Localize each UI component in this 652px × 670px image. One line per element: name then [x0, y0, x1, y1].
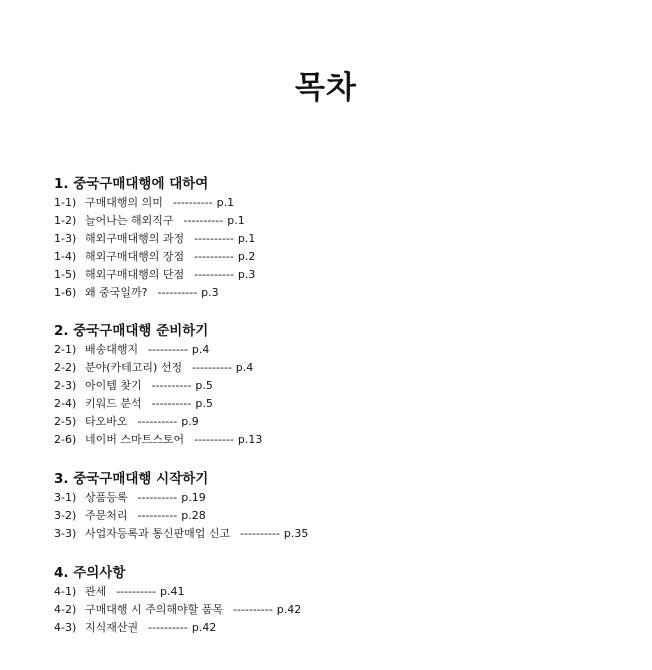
entry-text: 구매대행의 의미 [85, 196, 163, 209]
entry-leader: ---------- [233, 603, 273, 616]
entry-number: 4-1) [54, 585, 77, 598]
toc-entry [54, 619, 614, 637]
entry-leader: ---------- [157, 286, 198, 299]
entry-page: p.35 [283, 527, 309, 540]
entry-page: p.28 [181, 509, 206, 522]
entry-number: 2-4) [54, 397, 77, 410]
entry-leader: ---------- [148, 621, 188, 634]
entry-leader: ---------- [240, 527, 280, 540]
entry-leader: ---------- [116, 585, 156, 598]
entry-leader: ---------- [194, 232, 234, 245]
entry-number: 1-5) [54, 268, 77, 281]
entry-page: p.42 [276, 603, 302, 616]
entry-page: p.1 [216, 196, 235, 209]
entry-text: 키워드 분석 [85, 397, 142, 410]
toc-entry [54, 194, 614, 212]
entry-text: 배송대행지 [85, 343, 139, 356]
entry-text: 구매대행 시 주의해야할 품목 [85, 603, 224, 616]
entry-leader: ---------- [172, 196, 213, 209]
entry-number: 3-3) [54, 527, 77, 540]
section-heading: 1. 중국구매대행에 대하여 [54, 176, 209, 192]
entry-number: 1-1) [54, 196, 77, 209]
toc-entry [54, 583, 614, 601]
entry-leader: ---------- [148, 343, 188, 356]
entry-text: 늘어나는 해외직구 [85, 214, 174, 227]
toc-entry [54, 377, 614, 395]
entry-leader: ---------- [137, 415, 178, 428]
entry-number: 2-2) [54, 361, 77, 374]
entry-leader: ---------- [194, 268, 234, 281]
toc-entry [54, 230, 614, 248]
entry-page: p.19 [181, 491, 206, 504]
entry-text: 아이템 찾기 [85, 379, 142, 392]
entry-page: p.13 [237, 433, 263, 446]
entry-page: p.2 [237, 250, 256, 263]
entry-number: 1-4) [54, 250, 77, 263]
toc-entry [54, 341, 614, 359]
page-title: 목차 [295, 70, 357, 106]
entry-page: p.4 [235, 361, 254, 374]
entry-page: p.5 [195, 379, 213, 392]
toc-entry [54, 212, 614, 230]
entry-page: p.4 [191, 343, 210, 356]
entry-page: p.1 [227, 214, 245, 227]
toc-entry [54, 284, 614, 302]
entry-page: p.1 [237, 232, 256, 245]
entry-leader: ---------- [183, 214, 224, 227]
entry-text: 네이버 스마트스토어 [85, 433, 185, 446]
entry-number: 2-3) [54, 379, 77, 392]
toc-entry [54, 489, 614, 507]
entry-text: 타오바오 [85, 415, 128, 428]
entry-number: 1-2) [54, 214, 77, 227]
entry-text: 해외구매대행의 단점 [85, 268, 185, 281]
toc-section-1 [54, 175, 614, 302]
section-heading: 3. 중국구매대행 시작하기 [54, 471, 209, 487]
entry-page: p.3 [237, 268, 256, 281]
entry-text: 상품등록 [85, 491, 128, 504]
entry-number: 1-6) [54, 286, 77, 299]
entry-number: 4-2) [54, 603, 77, 616]
entry-text: 지식재산권 [85, 621, 139, 634]
toc-entry [54, 525, 614, 543]
toc-entry [54, 507, 614, 525]
entry-leader: ---------- [137, 491, 178, 504]
entry-number: 3-2) [54, 509, 77, 522]
entry-text: 왜 중국일까? [85, 286, 148, 299]
section-heading: 2. 중국구매대행 준비하기 [54, 323, 209, 339]
entry-text: 해외구매대행의 과정 [85, 232, 185, 245]
entry-number: 3-1) [54, 491, 77, 504]
toc-entry [54, 359, 614, 377]
entry-text: 분야(카테고리) 선정 [85, 361, 183, 374]
entry-number: 2-5) [54, 415, 77, 428]
entry-leader: ---------- [151, 397, 192, 410]
toc-entry [54, 601, 614, 619]
entry-text: 사업자등록과 통신판매업 신고 [85, 527, 231, 540]
entry-page: p.5 [195, 397, 213, 410]
toc-section-4 [54, 564, 614, 637]
entry-page: p.9 [181, 415, 199, 428]
entry-leader: ---------- [194, 250, 234, 263]
toc-entry [54, 248, 614, 266]
entry-page: p.42 [191, 621, 217, 634]
toc-entry [54, 431, 614, 449]
entry-number: 1-3) [54, 232, 77, 245]
entry-page: p.41 [159, 585, 185, 598]
entry-leader: ---------- [137, 509, 178, 522]
toc-entry [54, 413, 614, 431]
entry-leader: ---------- [194, 433, 234, 446]
toc-section-3 [54, 470, 614, 543]
entry-text: 해외구매대행의 장점 [85, 250, 185, 263]
entry-number: 2-1) [54, 343, 77, 356]
entry-leader: ---------- [151, 379, 192, 392]
toc-entry [54, 266, 614, 284]
toc-section-2 [54, 322, 614, 449]
entry-leader: ---------- [192, 361, 232, 374]
toc-entry [54, 395, 614, 413]
entry-text: 주문처리 [85, 509, 128, 522]
entry-page: p.3 [201, 286, 219, 299]
entry-text: 관세 [85, 585, 107, 598]
entry-number: 2-6) [54, 433, 77, 446]
section-heading: 4. 주의사항 [54, 565, 126, 581]
entry-number: 4-3) [54, 621, 77, 634]
